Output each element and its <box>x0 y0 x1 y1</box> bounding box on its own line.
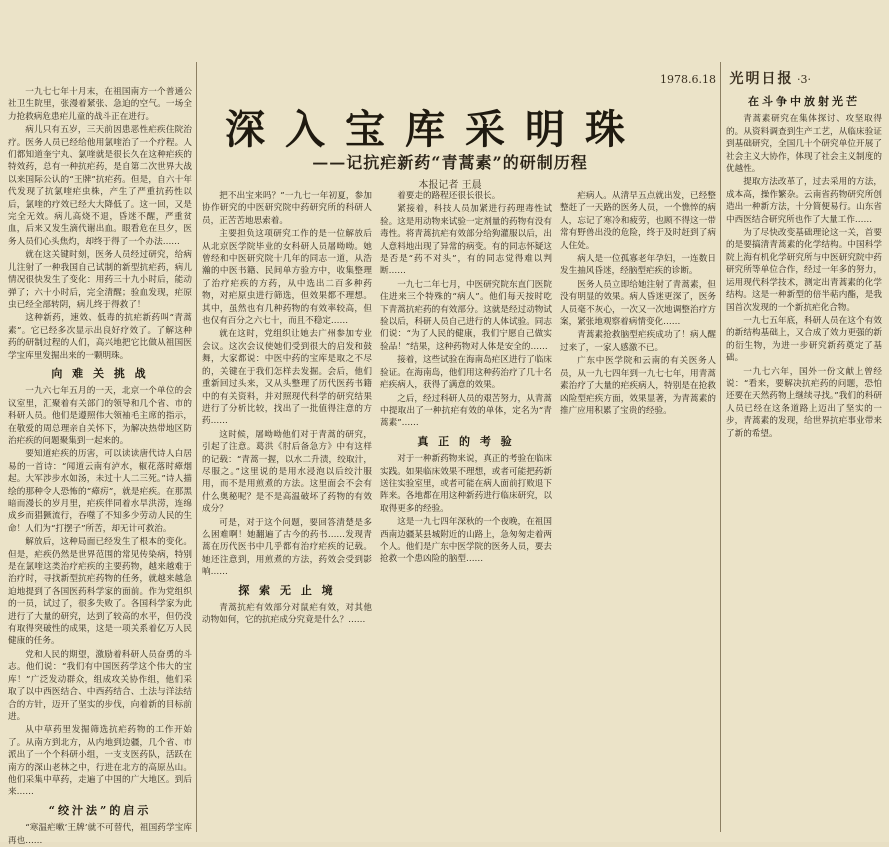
section-heading: 探 索 无 止 境 <box>238 583 336 597</box>
paragraph: 接着，这些试验在海南岛疟区进行了临床验证。在海南岛，他们用这种药治疗了几十名疟疾病人，获得了满意的效果。 <box>380 355 552 391</box>
paragraph: 疟病人。从清早五点就出发，已经整整赶了一天路的医务人员，一个憔悴的病人，忘记了寒冷和疲劳，也顾不得这一带常有野兽出没的危险，终于及时赶到了病人住处。 <box>560 191 716 251</box>
paragraph: 紧接着，科技人员加紧进行药理毒性试验。这是用动物来试验一定剂量的药物有没有毒性。将青蒿抗疟有效部分给狗灌服以后，出人意料地出现了异常的病变。有的同志怀疑这是否是“药不对头”，有的同志觉得难以判断…… <box>380 204 552 277</box>
paragraph: 广东中医学院和云南的有关医务人员，从一九七四年到一九七七年，用青蒿素治疗了大量的疟疾病人，特别是在抢救凶险型疟疾方面，效果显著，为青蒿素的推广应用积累了宝贵的经验。 <box>560 356 716 416</box>
paragraph: 一九七七年十月末，在祖国南方一个普通公社卫生院里，张漫着紧张、急迫的空气。一场全力抢救病危患疟儿童的战斗正在进行。 <box>8 87 192 122</box>
paragraph: 可是，对于这个问题，要回答清楚是多么困难啊！她翻遍了古今的药书……发现青蒿在历代医书中几乎都有治疗疟疾的记载。她还注意到，用煎煮的方法，药效会受到影响…… <box>202 517 372 578</box>
issue-date: 1978.6.18 <box>660 73 716 86</box>
paragraph: 之后，经过科研人员的艰苦努力，从青蒿中提取出了一种抗疟有效的单体，定名为“青蒿素”…… <box>380 393 552 429</box>
paragraph: 从中草药里发掘筛选抗疟药物的工作开始了。从南方到北方，从内地到边疆，几个省、市派出了一个个科研小组，一支支医药队，活跃在南方的深山老林之中，行进在北方的高原丛山。他们采集中草药，走遍了中国的广大地区。到后来…… <box>8 725 192 798</box>
paragraph: 医务人员立即给她注射了青蒿素，但没有明显的效果。病人昏迷更深了，医务人员毫不灰心，一次又一次地调整治疗方案，紧张地观察着病情变化…… <box>560 279 716 328</box>
paragraph: 就在这关键时刻，医务人员经过研究，给病儿注射了一种我国自己试制的新型抗疟药，病儿情况很快发生了变化：用药三十九小时后，能动弹了；六十小时后，完全清醒；验血发现，疟原虫已经全部转阴，病儿终于得救了！ <box>8 250 192 310</box>
paragraph: 党和人民的期望，激励着科研人员奋勇的斗志。他们说：“我们有中国医药学这个伟大的宝库！”广泛发动群众，组成攻关协作组，他们采取了以中西医结合、中西药结合、土法与洋法结合的方针，迈开了坚实的步伐，向着新的目标前进。 <box>8 649 192 722</box>
paragraph: 这是一九七四年深秋的一个夜晚，在祖国西南边疆某县城附近的山路上，急匆匆走着两个人。他们是广东中医学院的医务人员，要去抢救一个患凶险的脑型…… <box>380 517 552 565</box>
paragraph: 一九七二年七月，中医研究院东直门医院住进来三个特殊的“病人”。他们每天按时吃下青蒿抗疟药的有效部分。这就是经过动物试验以后，科研人员自己进行的人体试验。同志们说：“为了人民的健康，我们宁愿自己做实验品！”结果，这种药物对人体是安全的…… <box>380 279 552 352</box>
column-divider <box>720 62 721 832</box>
paragraph: “寒温疟嗽‘王牌’就不可替代，祖国药学宝库再也…… <box>8 823 192 846</box>
paragraph: 主要担负这项研究工作的是一位解放后从北京医学院毕业的女科研人员屠呦呦。她曾经和中医研究院十几年的同志一道，从浩瀚的中医书籍、民间单方验方中，收集整理了治疗疟疾的方药，从中选出二百多种药物，对疟原虫进行筛选，但效果都不理想。其中，虽然也有几种药物的有效率较高，但也仅有百分之六七十，而且不稳定…… <box>202 229 372 327</box>
paragraph: 提取方法改革了，过去采用的方法，成本高，操作繁杂。云南省药物研究所创造出一种新方法，十分简便易行。山东省中西医结合研究所也作了大量工作…… <box>726 177 882 225</box>
paragraph: 这种新药，速效、低毒的抗疟新药叫“青蒿素”。它已经多次显示出良好疗效了。了解这种药的研制过程的人们，高兴地把它比做从祖国医学宝库里发掘出来的一颗明珠。 <box>8 313 192 361</box>
section-heading: 向 难 关 挑 战 <box>51 366 149 380</box>
column-5 <box>726 90 882 838</box>
paragraph: 青蒿素研究在集体探讨、攻坚取得的。从资料调查到生产工艺，从临床验证到基础研究，全国几十个研究单位开展了社会主义大协作，体现了社会主义制度的优越性。 <box>726 114 882 175</box>
paragraph: 把不出宝来吗？”一九七一年初夏，参加协作研究的中医研究院中药研究所的科研人员，正苦苦地思索着。 <box>202 191 372 226</box>
paragraph: 青蒿素抢救脑型疟疾成功了！病人醒过来了，一家人感激不已。 <box>560 330 716 353</box>
paragraph: 青蒿抗疟有效部分对鼠疟有效，对其他动物如何，它的抗疟成分究竟是什么？…… <box>202 603 372 626</box>
masthead <box>660 68 880 88</box>
article-title: 深入宝库采明珠 <box>225 106 645 153</box>
paragraph: 一九七五年底，科研人员在这个有效的新结构基础上，又合成了效力更强的新的衍生物，为进一步研究新药奠定了基础。 <box>726 315 882 364</box>
section-heading: “绞汁法”的启示 <box>48 803 152 817</box>
paragraph: 病人是一位孤寡老年孕妇，一连数日发生抽风昏迷，经脑型疟疾的诊断。 <box>560 254 716 277</box>
section-heading: 真 正 的 考 验 <box>417 434 515 448</box>
paragraph: 病儿只有五岁，三天前因患恶性疟疾住院治疗。医务人员已经给他用氯喹治了一个疗程。人们都知道奎宁丸、氯喹就是很长久在这种疟疾的特效药，总有一种抗疟药，是自第二次世界大战以来国际公认的“王牌”抗疟药。但是，自六十年代发现了抗氯喹疟虫株，产生了严重抗药性以后，氯喹的疗效已经大大降低了。这一回，又是完全无效。病儿高烧不退，昏迷不醒，严重贫血，后来又发生滴代谢出血。眼看危在旦夕，医务人员们心头焦灼，却终于得了一个办法…… <box>8 125 192 247</box>
column-2 <box>202 190 372 838</box>
article-subtitle: ——记抗疟新药“青蒿素”的研制历程 <box>312 153 588 172</box>
column-1 <box>8 86 192 846</box>
paragraph: 一九七六年，国外一份文献上曾经说：“看来，要解决抗疟药的问题，恐怕还要在天然药物上继续寻找。”我们的科研人员已经在这条道路上迈出了坚实的一步，青蒿素的发现，给世界抗疟事业带来了新的希望。 <box>726 366 882 439</box>
paragraph: 就在这时，党组织让她去广州参加专业会议。这次会议使她们受到很大的启发和鼓舞，大家都说：中医中药的宝库是取之不尽的，关键在于我们怎样去发掘。会后，他们重新回过头来，又从头整理了历代医药书籍中的有关资料，并对照现代科学的研究结果进行了分析比较，找出了一批值得注意的方药…… <box>202 329 372 427</box>
paragraph: 为了尽快改变基础理论这一关，首要的是要搞清青蒿素的化学结构。中国科学院上海有机化学研究所与中医研究院中药研究所等单位合作，经过一年多的努力，运用现代科学技术，测定出青蒿素的化学结构。这是一种新型的倍半萜内酯，是我国首次发现的一个新抗疟化合物。 <box>726 228 882 313</box>
paragraph: 这时候，屠呦呦他们对于青蒿的研究，引起了注意。葛洪《肘后备急方》中有这样的记载：“青蒿一握，以水二升渍，绞取汁，尽服之。”这里说的是用水浸泡以后绞汁服用，而不是用煎煮的方法。这里面会不会有什么奥秘呢？是不是高温破坏了药物的有效成分？ <box>202 429 372 515</box>
paragraph: 要知道疟疾的历害，可以读读唐代诗人白居易的一首诗：“闻道云南有泸水，椒花落时瘴烟起。大军涉步水如汤，未过十人二三死。”诗人描绘的那种令人恐怖的“瘴疠”，就是疟疾。在那黑暗而漫长的岁月里，疟疾伴同着水旱洪涝，连绵成乡而猖獗流行，吞噬了不知多少劳动人民的生命！人们为“打摆子”所苦，却无计可救治。 <box>8 449 192 534</box>
page-number: ·3· <box>796 73 811 86</box>
newspaper-name: 光明日报 <box>729 71 794 87</box>
paragraph: 对于一种新药物来说，真正的考验在临床实践。如果临床效果不理想，或者可能把药新送往实验室里，或者可能在病人面前打败退下阵来。各地都在用这种新药进行临床研究，以取得更多的经验。 <box>380 454 552 514</box>
column-3 <box>380 190 552 838</box>
column-divider <box>196 62 197 832</box>
article-byline: 本报记者 王晨 <box>418 180 482 191</box>
paragraph: 解放后，这种局面已经发生了根本的变化。但是，疟疾仍然是世界范围的常见传染病，特别是在氯喹这类治疗疟疾的主要药物，越来越难于治疗时，寻找新型抗疟药物的任务，就越来越急迫地提到了各国医药科学家的面前。作为党组织的一员，试过了，很多失败了。各国科学家为此进行了大量的研究，达到了较高的水平，但仍没有取得突破性的成果，这是一项关系着亿万人民健康的任务。 <box>8 537 192 647</box>
paragraph: 一九六七年五月的一天，北京一个单位的会议室里，汇聚着有关部门的领导和几个省、市的科研人员。他们是遵照伟大领袖毛主席的指示，在敬爱的周总理亲自关怀下，为解决热带地区防治疟疾的问题聚集到一起来的。 <box>8 386 192 446</box>
section-heading: 在斗争中放射光芒 <box>748 95 860 108</box>
column-4 <box>560 190 716 838</box>
paragraph: 着要走的路程还很长很长。 <box>397 191 501 201</box>
